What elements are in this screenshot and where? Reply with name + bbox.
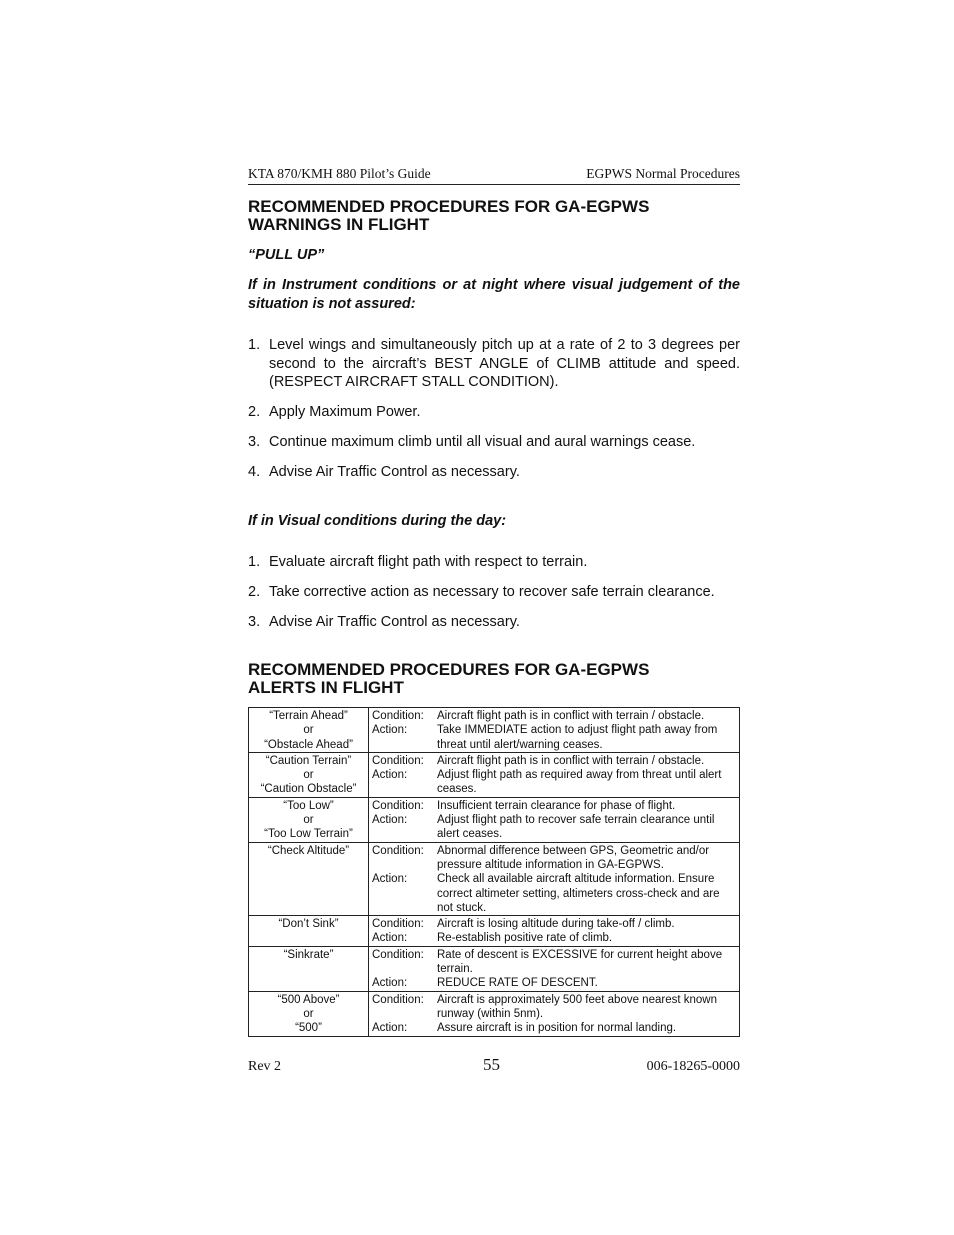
step-text: Take corrective action as necessary to recover safe terrain clearance. [269,584,715,600]
procedure-text: Aircraft flight path is in conflict with terrain / obstacle. [437,754,705,767]
list-item [248,553,740,572]
procedure-line [372,709,736,723]
table-row [249,991,740,1036]
table-row [249,752,740,797]
procedure-label: Condition: [372,799,424,812]
step-number: 2. [248,404,261,420]
alert-callout-line: or [303,769,314,782]
procedure-line [372,872,736,915]
warnings-heading-line2: WARNINGS IN FLIGHT [248,215,430,234]
procedure-text: Aircraft is losing altitude during take-off / climb. [437,918,675,931]
alert-callout-line: “Don’t Sink” [278,918,339,931]
alert-callout-line: “Terrain Ahead” [269,710,348,722]
step-text: Advise Air Traffic Control as necessary. [269,614,520,630]
alert-procedure-cell [369,991,740,1036]
step-number: 2. [248,584,261,600]
step-text: Evaluate aircraft flight path with respect to terrain. [269,554,588,570]
procedure-label: Condition: [372,844,424,857]
header-right: EGPWS Normal Procedures [586,166,740,181]
procedure-line [372,799,736,813]
procedure-line [372,948,736,977]
procedure-label: Condition: [372,710,424,722]
list-item [248,336,740,392]
procedure-text: Rate of descent is EXCESSIVE for current height above terrain. [437,948,723,976]
alert-procedure-cell [369,946,740,991]
procedure-label: Condition: [372,754,424,767]
alert-callout-cell [249,797,369,842]
alerts-heading [248,661,740,697]
list-item [248,433,740,452]
procedure-text: Aircraft is approximately 500 feet above nearest known runway (within 5nm). [437,993,717,1020]
alert-procedure-cell [369,752,740,797]
step-text: Advise Air Traffic Control as necessary. [269,464,520,480]
alert-callout-cell [249,991,369,1036]
alert-callout-cell [249,842,369,915]
procedure-line [372,844,736,873]
alerts-heading-line2: ALERTS IN FLIGHT [248,678,404,697]
alert-procedure-cell [369,797,740,842]
step-number: 3. [248,614,261,630]
alert-callout-cell [249,946,369,991]
alert-procedure-cell [369,916,740,947]
alert-callout-line: “Obstacle Ahead” [264,738,353,751]
alert-callout-cell [249,752,369,797]
visual-conditions-heading: If in Visual conditions during the day: [248,513,507,529]
step-text: Apply Maximum Power. [269,404,421,420]
list-item [248,583,740,602]
alert-callout-line: “Too Low Terrain” [264,828,353,841]
step-number: 3. [248,434,261,450]
procedure-label: Action: [372,814,408,827]
page-number: 55 [483,1055,500,1074]
procedure-text: REDUCE RATE OF DESCENT. [437,977,598,990]
procedure-label: Action: [372,1022,408,1035]
alerts-heading-line1: RECOMMENDED PROCEDURES FOR GA-EGPWS [248,660,650,679]
footer-document-number: 006-18265-0000 [646,1059,740,1074]
alert-callout-line: “500 Above” [277,993,340,1006]
procedure-line [372,723,736,752]
step-number: 1. [248,554,261,570]
table-row [249,708,740,753]
pull-up-label: “PULL UP” [248,247,325,263]
procedure-label: Action: [372,932,408,945]
procedure-label: Action: [372,873,408,886]
procedure-text: Adjust flight path to recover safe terrain clearance until alert ceases. [437,814,715,841]
procedure-text: Re-establish positive rate of climb. [437,932,613,945]
procedure-text: Take IMMEDIATE action to adjust flight path away from threat until alert/warning ceases. [437,724,718,751]
alert-callout-line: “Caution Obstacle” [260,783,357,796]
list-item [248,403,740,422]
step-text: Continue maximum climb until all visual and aural warnings cease. [269,434,696,450]
step-number: 4. [248,464,261,480]
table-row [249,946,740,991]
procedure-text: Abnormal difference between GPS, Geometric and/or pressure altitude information in GA-EGPWS. [437,844,710,871]
procedure-label: Action: [372,977,408,990]
procedure-text: Assure aircraft is in position for normal landing. [437,1022,677,1035]
alert-callout-line: “Caution Terrain” [265,754,352,767]
alert-callout-line: or [303,1007,314,1020]
header-left: KTA 870/KMH 880 Pilot’s Guide [248,166,431,181]
procedure-line [372,993,736,1022]
procedure-label: Action: [372,724,408,737]
alert-callout-line: “500” [295,1022,322,1035]
procedure-label: Condition: [372,993,424,1006]
procedure-line [372,1021,736,1035]
alert-callout-line: or [303,724,314,737]
procedure-text: Insufficient terrain clearance for phase of flight. [437,799,676,812]
procedure-text: Adjust flight path as required away from threat until alert ceases. [437,769,722,796]
procedure-label: Condition: [372,948,424,961]
procedure-line [372,768,736,797]
alert-callout-cell [249,708,369,753]
procedure-line [372,931,736,945]
table-row [249,916,740,947]
table-row [249,797,740,842]
step-text: Level wings and simultaneously pitch up at a rate of 2 to 3 degrees per second to the aircraft’s BEST ANGLE of CLIMB attitude and speed. (RESPECT AIRCRAFT STALL CONDITION). [269,337,740,390]
list-item [248,613,740,632]
procedure-label: Action: [372,769,408,782]
alert-callout-line: “Too Low” [283,799,334,812]
table-row [249,842,740,915]
alert-callout-line: “Check Altitude” [267,844,350,857]
page-header [248,166,740,185]
warnings-heading-line1: RECOMMENDED PROCEDURES FOR GA-EGPWS [248,197,650,216]
procedure-text: Aircraft flight path is in conflict with terrain / obstacle. [437,710,705,722]
procedure-line [372,813,736,842]
procedure-line [372,754,736,768]
alert-procedure-cell [369,708,740,753]
alert-procedure-cell [369,842,740,915]
footer-revision: Rev 2 [248,1059,282,1074]
alert-callout-cell [249,916,369,947]
procedure-line [372,976,736,990]
instrument-conditions-heading: If in Instrument conditions or at night where visual judgement of the situation is not assured: [248,277,740,312]
procedure-text: Check all available aircraft altitude information. Ensure correct altimeter setting, altimeters cross-check and are not stuck. [437,873,720,914]
procedure-line [372,917,736,931]
alert-callout-line: or [303,814,314,827]
list-item [248,463,740,482]
warnings-heading [248,198,740,234]
alerts-table [248,707,740,1037]
alert-callout-line: “Sinkrate” [283,948,334,961]
procedure-label: Condition: [372,918,424,931]
step-number: 1. [248,337,261,353]
